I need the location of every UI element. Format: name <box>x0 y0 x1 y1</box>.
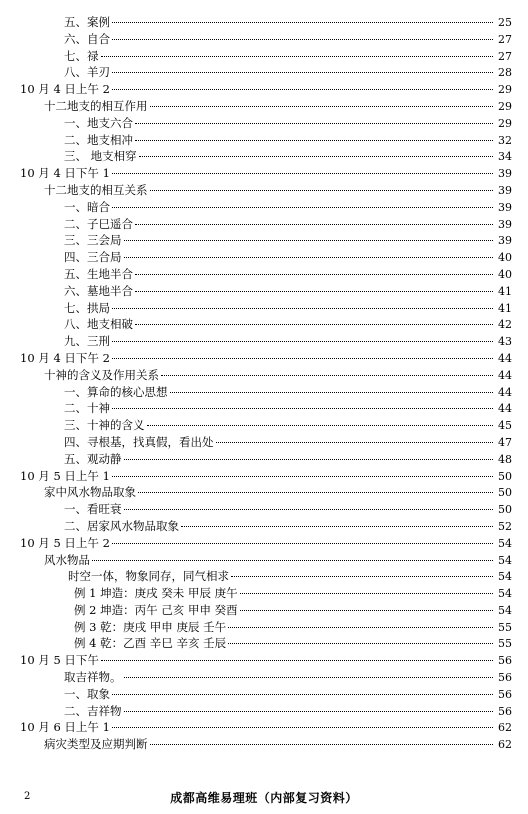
toc-dot-leader <box>112 476 493 477</box>
toc-dot-leader <box>101 660 493 661</box>
toc-entry-page: 52 <box>498 519 512 533</box>
toc-dot-leader <box>150 190 494 191</box>
toc-entry-title: 六、墓地半合 <box>64 283 133 298</box>
toc-dot-leader <box>138 492 493 493</box>
toc-entry-title: 三、三会局 <box>64 233 122 248</box>
toc-entry-page: 54 <box>498 570 512 584</box>
toc-dot-leader <box>135 140 493 141</box>
toc-entry[interactable] <box>0 602 528 619</box>
toc-entry-title: 十二地支的相互作用 <box>44 98 148 113</box>
toc-entry[interactable] <box>0 350 528 367</box>
toc-entry[interactable] <box>0 484 528 501</box>
toc-entry-title: 五、案例 <box>64 15 110 29</box>
toc-dot-leader <box>228 643 493 644</box>
toc-entry-page: 44 <box>498 385 512 399</box>
page-number: 2 <box>24 791 31 802</box>
toc-dot-leader <box>150 106 494 107</box>
toc-entry[interactable] <box>0 652 528 669</box>
toc-entry-page: 50 <box>498 486 512 500</box>
toc-dot-leader <box>101 56 494 57</box>
toc-dot-leader <box>112 341 493 342</box>
toc-entry-page: 47 <box>498 435 512 449</box>
toc-entry-page: 41 <box>498 301 512 315</box>
toc-entry-title: 七、禄 <box>64 48 99 63</box>
toc-dot-leader <box>135 291 493 292</box>
toc-entry-page: 39 <box>498 183 512 197</box>
toc-entry[interactable] <box>0 719 528 736</box>
toc-dot-leader <box>112 173 493 174</box>
toc-entry-title: 取吉祥物。 <box>64 670 122 685</box>
toc-entry-page: 56 <box>498 671 512 685</box>
toc-entry-title: 二、吉祥物 <box>64 703 122 718</box>
toc-entry-title: 二、子巳遥合 <box>64 216 133 231</box>
toc-entry-page: 44 <box>498 402 512 416</box>
toc-entry[interactable] <box>0 148 528 165</box>
toc-entry-title: 二、地支相冲 <box>64 132 133 147</box>
toc-entry-title: 一、取象 <box>64 686 110 701</box>
toc-entry-page: 54 <box>498 587 512 601</box>
toc-entry-page: 55 <box>498 637 512 651</box>
toc-entry-page: 41 <box>498 284 512 298</box>
toc-entry[interactable] <box>0 216 528 233</box>
toc-entry-title: 病灾类型及应期判断 <box>44 737 148 752</box>
toc-entry-page: 42 <box>498 318 512 332</box>
toc-dot-leader <box>112 543 493 544</box>
toc-entry-title: 一、看旺衰 <box>64 502 122 517</box>
toc-entry-title: 10 月 4 日下午 1 <box>20 166 110 181</box>
toc-entry[interactable] <box>0 367 528 384</box>
toc-entry[interactable] <box>0 400 528 417</box>
toc-entry-page: 56 <box>498 654 512 668</box>
toc-entry-page: 27 <box>498 32 512 46</box>
toc-entry-page: 55 <box>498 620 512 634</box>
toc-entry[interactable] <box>0 232 528 249</box>
toc-entry[interactable] <box>0 417 528 434</box>
toc-entry[interactable] <box>0 249 528 266</box>
toc-dot-leader <box>112 39 493 40</box>
toc-entry[interactable] <box>0 182 528 199</box>
toc-entry-title: 四、寻根基，找真假，看出处 <box>64 434 214 449</box>
toc-dot-leader <box>112 89 493 90</box>
toc-entry-page: 27 <box>498 49 512 63</box>
toc-dot-leader <box>92 560 493 561</box>
toc-entry-title: 风水物品 <box>44 552 90 567</box>
toc-entry[interactable] <box>0 686 528 703</box>
toc-entry-title: 10 月 4 日下午 2 <box>20 350 110 365</box>
toc-entry[interactable] <box>0 669 528 686</box>
toc-dot-leader <box>124 509 494 510</box>
toc-entry[interactable] <box>0 64 528 81</box>
toc-entry-title: 五、生地半合 <box>64 266 133 281</box>
toc-entry-page: 44 <box>498 368 512 382</box>
toc-dot-leader <box>112 72 493 73</box>
toc-entry[interactable] <box>0 585 528 602</box>
toc-entry-page: 39 <box>498 234 512 248</box>
toc-entry-title: 例 3 乾：庚戌 甲申 庚辰 壬午 <box>74 619 227 634</box>
toc-entry-title: 一、算命的核心思想 <box>64 384 168 399</box>
toc-dot-leader <box>181 526 493 527</box>
toc-entry-page: 54 <box>498 603 512 617</box>
toc-entry-page: 43 <box>498 335 512 349</box>
toc-entry-page: 56 <box>498 704 512 718</box>
toc-dot-leader <box>124 257 494 258</box>
toc-entry-page: 39 <box>498 200 512 214</box>
toc-entry[interactable] <box>0 81 528 98</box>
toc-dot-leader <box>228 627 493 628</box>
toc-entry-title: 八、地支相破 <box>64 317 133 332</box>
toc-entry[interactable] <box>0 115 528 132</box>
toc-entry-page: 29 <box>498 83 512 97</box>
toc-entry-title: 五、观动静 <box>64 451 122 466</box>
toc-entry[interactable] <box>0 165 528 182</box>
toc-dot-leader <box>216 442 494 443</box>
toc-entry-page: 39 <box>498 217 512 231</box>
toc-entry-title: 例 2 坤造：丙午 己亥 甲申 癸酉 <box>74 602 238 617</box>
toc-entry-page: 25 <box>498 16 512 29</box>
toc-entry[interactable] <box>0 132 528 149</box>
toc-entry-page: 28 <box>498 66 512 80</box>
toc-entry[interactable] <box>0 31 528 48</box>
toc-entry-title: 七、拱局 <box>64 300 110 315</box>
toc-dot-leader <box>112 308 493 309</box>
toc-entry-title: 例 1 坤造：庚戌 癸未 甲辰 庚午 <box>74 586 238 601</box>
toc-entry[interactable] <box>0 468 528 485</box>
toc-entry-page: 29 <box>498 99 512 113</box>
toc-entry-title: 10 月 5 日上午 2 <box>20 535 110 550</box>
toc-entry-page: 44 <box>498 351 512 365</box>
toc-dot-leader <box>124 711 494 712</box>
toc-entry[interactable] <box>0 703 528 720</box>
toc-dot-leader <box>150 744 494 745</box>
toc-entry-page: 29 <box>498 116 512 130</box>
toc-entry[interactable] <box>0 501 528 518</box>
toc-entry[interactable] <box>0 14 528 31</box>
toc-entry[interactable] <box>0 48 528 65</box>
toc-dot-leader <box>112 22 493 23</box>
toc-entry-page: 34 <box>498 150 512 164</box>
toc-dot-leader <box>124 240 494 241</box>
toc-dot-leader <box>135 224 493 225</box>
toc-dot-leader <box>135 274 493 275</box>
toc-entry-title: 家中风水物品取象 <box>44 485 136 500</box>
toc-entry-title: 10 月 5 日上午 1 <box>20 468 110 483</box>
toc-dot-leader <box>124 459 494 460</box>
toc-entry[interactable] <box>0 619 528 636</box>
toc-entry-title: 一、地支六合 <box>64 115 133 130</box>
toc-dot-leader <box>112 694 493 695</box>
toc-dot-leader <box>112 207 493 208</box>
toc-entry-page: 40 <box>498 267 512 281</box>
toc-dot-leader <box>231 576 493 577</box>
toc-entry-title: 三、 地支相穿 <box>64 149 137 164</box>
toc-entry-title: 10 月 4 日上午 2 <box>20 82 110 97</box>
toc-dot-leader <box>240 593 493 594</box>
toc-entry[interactable] <box>0 451 528 468</box>
toc-entry-title: 10 月 5 日下午 <box>20 653 99 668</box>
toc-entry-title: 例 4 乾：乙酉 辛巳 辛亥 壬辰 <box>74 636 227 651</box>
table-of-contents <box>0 14 528 753</box>
toc-entry-title: 九、三刑 <box>64 334 110 349</box>
toc-entry-title: 六、自合 <box>64 31 110 46</box>
footer-title: 成都高维易理班（内部复习资料） <box>170 791 358 805</box>
toc-entry-page: 54 <box>498 536 512 550</box>
toc-entry-title: 三、十神的含义 <box>64 418 145 433</box>
toc-entry-page: 54 <box>498 553 512 567</box>
toc-dot-leader <box>147 425 494 426</box>
toc-dot-leader <box>139 156 493 157</box>
toc-dot-leader <box>170 392 494 393</box>
toc-entry[interactable] <box>0 266 528 283</box>
toc-entry-page: 48 <box>498 452 512 466</box>
toc-entry[interactable] <box>0 552 528 569</box>
toc-entry[interactable] <box>0 333 528 350</box>
toc-entry[interactable] <box>0 316 528 333</box>
toc-entry-title: 十二地支的相互关系 <box>44 182 148 197</box>
toc-entry-page: 62 <box>498 721 512 735</box>
toc-entry[interactable] <box>0 98 528 115</box>
toc-dot-leader <box>240 610 493 611</box>
toc-entry[interactable] <box>0 300 528 317</box>
toc-entry[interactable] <box>0 535 528 552</box>
toc-entry-page: 50 <box>498 469 512 483</box>
toc-entry-page: 56 <box>498 687 512 701</box>
toc-entry-title: 二、居家风水物品取象 <box>64 518 179 533</box>
toc-entry-page: 39 <box>498 167 512 181</box>
toc-entry-page: 32 <box>498 133 512 147</box>
toc-dot-leader <box>161 375 493 376</box>
toc-dot-leader <box>135 324 493 325</box>
toc-dot-leader <box>112 408 493 409</box>
toc-entry-title: 10 月 6 日上午 1 <box>20 720 110 735</box>
toc-entry[interactable] <box>0 384 528 401</box>
toc-dot-leader <box>135 123 493 124</box>
toc-entry-title: 十神的含义及作用关系 <box>44 367 159 382</box>
toc-dot-leader <box>112 727 493 728</box>
toc-entry-title: 二、十神 <box>64 401 110 416</box>
toc-entry-page: 40 <box>498 251 512 265</box>
toc-entry[interactable] <box>0 736 528 753</box>
toc-entry[interactable] <box>0 434 528 451</box>
toc-entry-title: 时空一体，物象同存，同气相求 <box>68 569 229 584</box>
toc-entry[interactable] <box>0 518 528 535</box>
toc-entry[interactable] <box>0 635 528 652</box>
toc-dot-leader <box>112 358 493 359</box>
toc-entry-page: 50 <box>498 503 512 517</box>
toc-entry[interactable] <box>0 568 528 585</box>
toc-entry-title: 八、羊刃 <box>64 65 110 80</box>
toc-entry[interactable] <box>0 283 528 300</box>
toc-dot-leader <box>124 677 494 678</box>
toc-entry-page: 45 <box>498 419 512 433</box>
toc-entry-title: 四、三合局 <box>64 250 122 265</box>
toc-entry[interactable] <box>0 199 528 216</box>
toc-entry-page: 62 <box>498 738 512 752</box>
toc-entry-title: 一、暗合 <box>64 199 110 214</box>
